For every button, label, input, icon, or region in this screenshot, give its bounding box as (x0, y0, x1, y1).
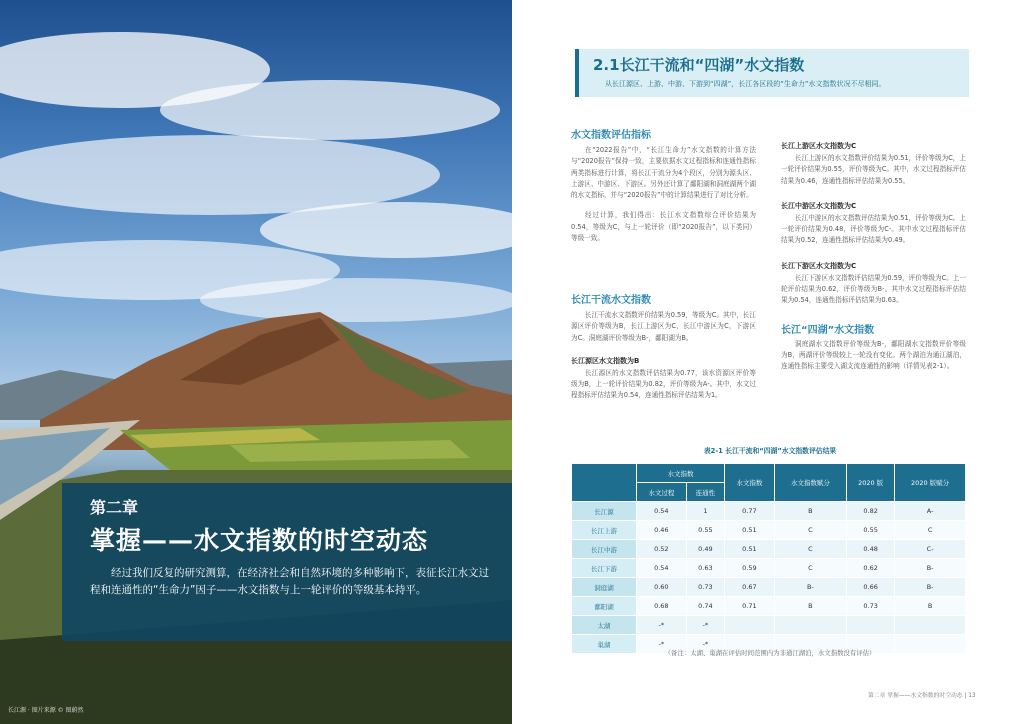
table-row-label: 洞庭湖 (572, 578, 636, 596)
table-cell: C (775, 559, 846, 577)
table-cell: 0.55 (687, 521, 724, 539)
table-cell: 0.74 (687, 597, 724, 615)
table-row (572, 616, 965, 634)
heading-upper-region: 长江上游区水文指数为C (781, 142, 857, 150)
table-cell: 0.54 (637, 502, 686, 520)
table-cell: 0.52 (637, 540, 686, 558)
table-cell: 0.73 (847, 597, 894, 615)
table-cell: 0.51 (725, 540, 774, 558)
table-cell: 0.73 (687, 578, 724, 596)
table-cell (847, 616, 894, 634)
chapter-intro-box (62, 483, 512, 641)
table-corner-header (572, 464, 636, 501)
table-cell: A- (895, 502, 965, 520)
paragraph: 长江中游区的水文指数评估结果为0.51，评价等级为C。上一轮评价结果为0.48，评价等级为C-。其中水文过程指标评估结果为0.52，连通性指标评估结果为0.49。 (781, 213, 966, 245)
heading-mainstream-index: 长江干流水文指数 (571, 295, 651, 306)
text-column-left-2 (571, 291, 756, 402)
table-row-label: 太湖 (572, 616, 636, 634)
page-number: 13 (968, 693, 976, 699)
paragraph: 洞庭湖水文指数评价等级为B-，鄱阳湖水文指数评价等级为B，两湖评价等级较上一轮没有变化。两个湖泊为通江湖泊，连通性指标主要受入湖支流连通性的影响（详情见表2-1）。 (781, 339, 966, 371)
table-cell: C (775, 540, 846, 558)
table-cell: -* (687, 616, 724, 634)
page-footer (868, 690, 976, 699)
table-row-label: 鄱阳湖 (572, 597, 636, 615)
table-cell: B- (775, 578, 846, 596)
table-row-label: 长江下游 (572, 559, 636, 577)
table-cell: C (775, 521, 846, 539)
table-cell: 0.46 (637, 521, 686, 539)
heading-source-region: 长江源区水文指数为B (571, 356, 640, 365)
table-row-label: 长江中游 (572, 540, 636, 558)
chapter-title: 掌握——水文指数的时空动态 (90, 526, 429, 555)
table-header: 水文指数赋分 (775, 464, 846, 501)
table-cell: 0.60 (637, 578, 686, 596)
table-group-header: 水文指数 (637, 464, 724, 482)
table-cell: 0.68 (637, 597, 686, 615)
table-cell: -* (637, 635, 686, 653)
table-row (572, 597, 965, 615)
chapter-description: 经过我们反复的研究测算，在经济社会和自然环境的多种影响下，表征长江水文过程和连通性的“生命力”因子——水文指数与上一轮评价的等级基本持平。 (90, 567, 489, 596)
table-row (572, 540, 965, 558)
heading-lower-region: 长江下游区水文指数为C (781, 261, 857, 270)
table-cell: B (775, 597, 846, 615)
footer-separator: | (964, 693, 969, 699)
table-cell (725, 616, 774, 634)
chapter-label: 第二章 (90, 498, 139, 517)
table-row-label: 长江上游 (572, 521, 636, 539)
heading-middle-region: 长江中游区水文指数为C (781, 201, 857, 210)
section-subtitle: 从长江源区、上游、中游、下游到“四湖”，长江各区段的“生命力”水文指数状况不尽相同。 (605, 80, 886, 88)
heading-four-lakes: 长江“四湖”水文指数 (781, 324, 875, 336)
table-cell: C- (895, 540, 965, 558)
table-row-label: 巢湖 (572, 635, 636, 653)
hydrology-index-table (571, 463, 966, 654)
paragraph: 长江下游区水文指数评估结果为0.59，评价等级为C。上一轮评价结果为0.62，评价等级为B-。其中水文过程指标评估结果为0.54，连通性指标评估结果为0.63。 (781, 273, 966, 305)
heading-evaluation-indicators: 水文指数评估指标 (571, 130, 651, 141)
table-cell: 0.51 (725, 521, 774, 539)
table-cell: B- (895, 578, 965, 596)
table-cell: 1 (687, 502, 724, 520)
table-cell: B- (895, 559, 965, 577)
paragraph: 长江干流水文指数评价结果为0.59，等级为C。其中，长江源区评价等级为B，长江上游区为C，长江中游区为C，下游区为C。洞庭湖评价等级为B-，鄱阳湖为B。 (571, 311, 756, 342)
table-subheader: 水文过程 (637, 483, 686, 501)
table-row (572, 559, 965, 577)
table-cell: 0.59 (725, 559, 774, 577)
paragraph: 在“2022报告”中，“长江生命力”水文指数的计算方法与“2020报告”保持一致，主要依据水文过程指标和连通性指标两类指标进行计算，将长江干流分为4个段区，分别为源头区、上游区、中游区、下游区。另外还计算了鄱阳湖和洞庭湖两个湖的水文指标，并与“2020报告”中的计算结果进行了对比分析。 (571, 146, 756, 200)
text-column-right (781, 141, 966, 373)
table-cell: 0.63 (687, 559, 724, 577)
section-title: 2.1长江干流和“四湖”水文指数 (593, 56, 805, 74)
table-caption: 表2-1 长江干流和“四湖”水文指数评估结果 (703, 447, 837, 455)
table-subheader: 连通性 (687, 483, 724, 501)
footer-chapter-text: 第二章 掌握——水文指数的时空动态 (868, 693, 963, 699)
table-cell: 0.49 (687, 540, 724, 558)
table-note: （备注：太湖、巢湖在评估时间范围内为非通江湖泊，水文指数没有评估） (664, 649, 876, 657)
table-cell: B (775, 502, 846, 520)
table-row-label: 长江源 (572, 502, 636, 520)
table-cell: 0.66 (847, 578, 894, 596)
table-cell (895, 616, 965, 634)
table-cell: B (895, 597, 965, 615)
table-cell: -* (637, 616, 686, 634)
paragraph: 长江源区的水文指数评估结果为0.77，该水资源区评价等级为B，上一轮评价结果为0.82，评价等级为A-。其中，水文过程指标评估结果为0.54，连通性指标评估结果为1。 (571, 368, 756, 400)
paragraph: 经过计算，我们得出：长江水文指数综合评价结果为0.54，等级为C，与上一轮评价（即“2020报告”，以下类同）等级一致。 (571, 211, 756, 243)
table-cell: 0.71 (725, 597, 774, 615)
table-header: 2020 版赋分 (895, 464, 965, 501)
photo-credit: 长江源 · 图片来源 © 图蔚然 (8, 707, 84, 714)
table-header: 水文指数 (725, 464, 774, 501)
table-cell: 0.54 (637, 559, 686, 577)
paragraph: 长江上游区的水文指数评价结果为0.51，评价等级为C，上一轮评价结果为0.55，评价等级为C。其中，水文过程指标评估结果为0.46，连通性指标评估结果为0.55。 (781, 154, 966, 185)
table-row (572, 521, 965, 539)
section-title-band (575, 49, 969, 97)
table-cell: 0.55 (847, 521, 894, 539)
table-cell: 0.48 (847, 540, 894, 558)
table-cell: 0.82 (847, 502, 894, 520)
table-cell (775, 616, 846, 634)
table-cell: -* (687, 635, 724, 653)
table-cell: 0.62 (847, 559, 894, 577)
table-cell: C (895, 521, 965, 539)
table-row (572, 502, 965, 520)
table-cell: 0.77 (725, 502, 774, 520)
table-cell: 0.67 (725, 578, 774, 596)
table-row (572, 578, 965, 596)
table-body (572, 502, 965, 653)
table-header: 2020 版 (847, 464, 894, 501)
text-column-left (571, 126, 756, 244)
